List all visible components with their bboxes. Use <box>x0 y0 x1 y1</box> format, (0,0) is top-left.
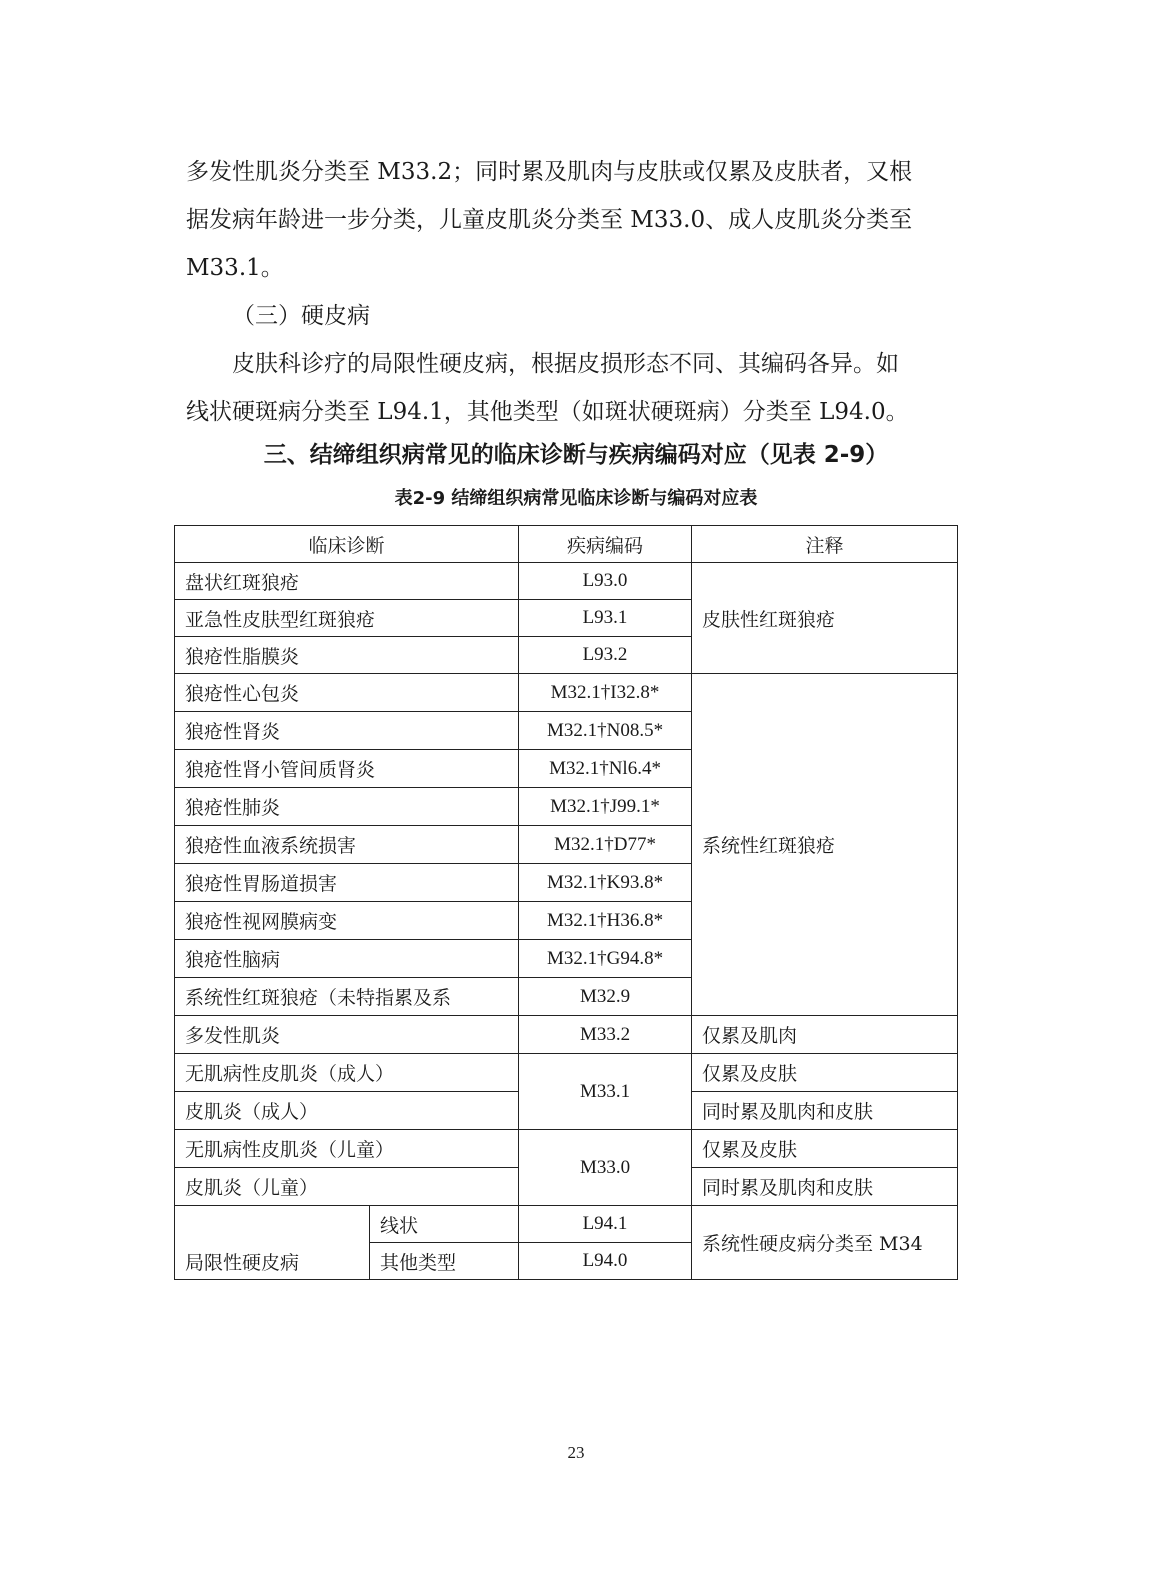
subheading-scleroderma: （三）硬皮病 <box>232 303 370 329</box>
code-cell: L94.1 <box>519 1206 692 1243</box>
code-cell: M32.1†K93.8* <box>519 864 692 902</box>
code-cell: L94.0 <box>519 1243 692 1280</box>
code-cell: L93.0 <box>519 563 692 600</box>
header-note: 注释 <box>692 526 958 563</box>
header-code: 疾病编码 <box>519 526 692 563</box>
diagnosis-cell: 狼疮性肾炎 <box>175 712 519 750</box>
paragraph-line: 线状硬斑病分类至 L94.1，其他类型（如斑状硬斑病）分类至 L94.0。 <box>186 399 909 425</box>
table-row <box>175 1130 958 1168</box>
diagnosis-cell: 狼疮性肺炎 <box>175 788 519 826</box>
page-number: 23 <box>567 1443 585 1462</box>
note-cell: 同时累及肌肉和皮肤 <box>692 1168 958 1206</box>
code-cell: M32.1†I32.8* <box>519 674 692 712</box>
note-cell: 仅累及皮肤 <box>692 1054 958 1092</box>
code-cell: M33.2 <box>519 1016 692 1054</box>
diagnosis-code-table <box>174 525 958 1280</box>
code-cell: M32.1†N08.5* <box>519 712 692 750</box>
header-diagnosis: 临床诊断 <box>175 526 519 563</box>
diagnosis-cell: 盘状红斑狼疮 <box>175 563 519 600</box>
code-cell: M32.9 <box>519 978 692 1016</box>
code-cell: M32.1†D77* <box>519 826 692 864</box>
table-row <box>175 1206 958 1243</box>
diagnosis-cell: 狼疮性心包炎 <box>175 674 519 712</box>
table-row <box>175 674 958 712</box>
diagnosis-cell: 狼疮性脑病 <box>175 940 519 978</box>
diagnosis-cell: 狼疮性胃肠道损害 <box>175 864 519 902</box>
note-cell: 系统性红斑狼疮 <box>692 674 958 1016</box>
code-cell: M32.1†Nl6.4* <box>519 750 692 788</box>
table-header-row <box>175 526 958 563</box>
code-cell: M32.1†G94.8* <box>519 940 692 978</box>
subtype-cell: 其他类型 <box>370 1243 519 1280</box>
diagnosis-cell: 亚急性皮肤型红斑狼疮 <box>175 600 519 637</box>
code-cell: M32.1†H36.8* <box>519 902 692 940</box>
code-cell: M32.1†J99.1* <box>519 788 692 826</box>
note-cell: 同时累及肌肉和皮肤 <box>692 1092 958 1130</box>
diagnosis-cell: 无肌病性皮肌炎（儿童） <box>175 1130 519 1168</box>
paragraph-line: M33.1。 <box>186 255 284 281</box>
diagnosis-cell: 狼疮性脂膜炎 <box>175 637 519 674</box>
table-row <box>175 1016 958 1054</box>
diagnosis-cell: 局限性硬皮病 <box>175 1206 370 1280</box>
note-cell: 皮肤性红斑狼疮 <box>692 563 958 674</box>
note-cell: 仅累及皮肤 <box>692 1130 958 1168</box>
paragraph-line: 皮肤科诊疗的局限性硬皮病，根据皮损形态不同、其编码各异。如 <box>232 351 899 377</box>
section-heading: 三、结缔组织病常见的临床诊断与疾病编码对应（见表 2-9） <box>263 442 889 468</box>
diagnosis-cell: 皮肌炎（儿童） <box>175 1168 519 1206</box>
code-cell: M33.0 <box>519 1130 692 1206</box>
note-cell: 仅累及肌肉 <box>692 1016 958 1054</box>
code-cell: M33.1 <box>519 1054 692 1130</box>
code-cell: L93.1 <box>519 600 692 637</box>
diagnosis-cell: 皮肌炎（成人） <box>175 1092 519 1130</box>
diagnosis-cell: 狼疮性视网膜病变 <box>175 902 519 940</box>
note-cell: 系统性硬皮病分类至 M34 <box>692 1206 958 1280</box>
table-caption: 表2-9 结缔组织病常见临床诊断与编码对应表 <box>394 488 758 509</box>
diagnosis-cell: 狼疮性肾小管间质肾炎 <box>175 750 519 788</box>
table-row <box>175 563 958 600</box>
diagnosis-cell: 多发性肌炎 <box>175 1016 519 1054</box>
code-cell: L93.2 <box>519 637 692 674</box>
table-row <box>175 1054 958 1092</box>
diagnosis-cell: 系统性红斑狼疮（未特指累及系 <box>175 978 519 1016</box>
diagnosis-cell: 无肌病性皮肌炎（成人） <box>175 1054 519 1092</box>
diagnosis-cell: 狼疮性血液系统损害 <box>175 826 519 864</box>
subtype-cell: 线状 <box>370 1206 519 1243</box>
paragraph-line: 据发病年龄进一步分类，儿童皮肌炎分类至 M33.0、成人皮肌炎分类至 <box>186 207 913 233</box>
paragraph-line: 多发性肌炎分类至 M33.2；同时累及肌肉与皮肤或仅累及皮肤者，又根 <box>186 159 913 185</box>
